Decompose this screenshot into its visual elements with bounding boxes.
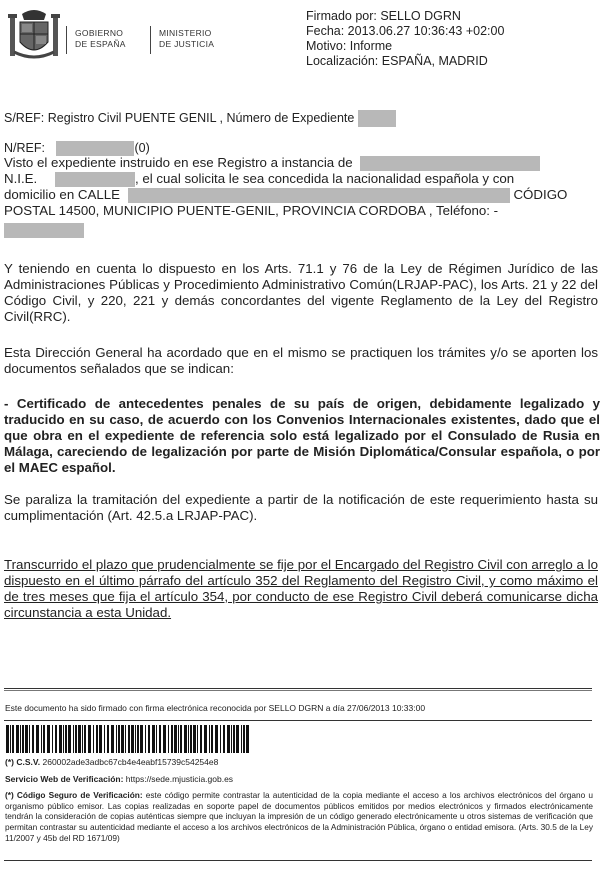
redacted-box (55, 172, 135, 187)
redacted-box (4, 223, 84, 238)
ministry-line2: DE JUSTICIA (159, 39, 215, 49)
csv-label: (*) C.S.V. (5, 757, 41, 767)
body-line-5 (4, 222, 84, 238)
divider (4, 720, 592, 721)
csv-line (5, 757, 218, 767)
csv-value: 260002ade3adbc67cb4e4eabf15739c54254e8 (42, 757, 219, 767)
nref-label: N/REF: (4, 141, 45, 155)
sref-line (4, 110, 396, 127)
body-line-1 (4, 155, 540, 171)
nref-suffix: (0) (134, 141, 150, 155)
deadline-paragraph: Transcurrido el plazo que prudencialmente se fije por el Encargado del Registro Civil con arreglo a lo dispuesto en el último párrafo del artículo 352 del Reglamento del Registro Civil, y como máximo el de tres meses que fija el artículo 354, por conducto de ese Registro Civil deberá comunicarse dicha circunstancia a esta Unidad. (4, 557, 598, 620)
verification-web-line (5, 774, 233, 784)
agreement-paragraph: Esta Dirección General ha acordado que en el mismo se practiquen los trámites y/o se aporten los documentos señalados que se indican: (4, 345, 598, 376)
body-line-3 (4, 187, 567, 203)
signed-note: Este documento ha sido firmado con firma electrónica reconocida por SELLO DGRN a día 27/06/2013 10:33:00 (5, 703, 426, 713)
divider (4, 860, 592, 861)
redacted-box (128, 188, 510, 203)
signature-date: Fecha: 2013.06.27 10:36:43 +02:00 (306, 24, 505, 38)
divider (4, 688, 592, 689)
request-text: , el cual solicita le sea concedida la nacionalidad española y con (134, 171, 515, 186)
coat-of-arms-logo (8, 8, 60, 62)
code-text: este código permite contrastar la autenticidad de la copia mediante el acceso a los archivos electrónicos del órgano u organismo público emisor. Las copias realizadas en soporte papel de documentos públicos emitidos por medios electrónicos y firmados electrónicamente tendrán la consideración de copias auténticas siempre que incluyan la impresión de un código generado electrónicamente u otros sistemas de verificación que permitan contrastar su autenticidad mediante el acceso a los archivos electrónicos de la Administración Pública, órgano o entidad emisora. (Arts. 30.5 de la Ley 11/2007 y 45b del RD 1671/09) (5, 790, 593, 843)
domicile-label: domicilio en CALLE (4, 187, 121, 202)
legal-basis-paragraph: Y teniendo en cuenta lo dispuesto en los Arts. 71.1 y 76 de la Ley de Régimen Jurídico de las Administraciones Públicas y Procedimiento Administrativo Común(LRJAP-PAC), los Arts. 21 y 22 del Código Civil, y 220, 221 y demás concordantes del vigente Reglamento de la Ley del Registro Civil(RRC). (4, 261, 598, 324)
signature-location: Localización: ESPAÑA, MADRID (306, 54, 488, 68)
divider (4, 690, 592, 691)
redacted-box (360, 156, 540, 171)
sref-label: S/REF: Registro Civil PUENTE GENIL , Número de Expediente (4, 111, 355, 125)
signature-reason: Motivo: Informe (306, 39, 393, 53)
signed-by: Firmado por: SELLO DGRN (306, 9, 461, 23)
gov-line2: DE ESPAÑA (75, 39, 126, 49)
body-line-2 (4, 171, 514, 187)
nref-line (4, 140, 150, 156)
applicant-intro: Visto el expediente instruido en ese Registro a instancia de (4, 155, 353, 170)
gov-line1: GOBIERNO (75, 28, 124, 38)
digital-signature-block (306, 9, 504, 69)
verification-code-note (5, 790, 593, 844)
government-label (66, 26, 147, 54)
requirement-item: - Certificado de antecedentes penales de su país de origen, debidamente legalizado y traducido en su caso, de acuerdo con los Convenios Internacionales existentes, dado que el que obra en el expediente de referencia solo está legalizado por el Consulado de Rusia en Málaga, careciendo de legalización por parte de Misión Diplomática/Consular española, o por el MAEC español. (4, 396, 600, 475)
redacted-box (358, 110, 396, 127)
redacted-box (56, 141, 134, 156)
ministry-label (150, 26, 231, 54)
suspension-paragraph: Se paraliza la tramitación del expediente a partir de la notificación de este requerimiento hasta su cumplimentación (Art. 42.5.a LRJAP-PAC). (4, 492, 598, 523)
body-line-4: POSTAL 14500, MUNICIPIO PUENTE-GENIL, PROVINCIA CORDOBA , Teléfono: - (4, 203, 499, 218)
ministry-line1: MINISTERIO (159, 28, 212, 38)
web-label: Servicio Web de Verificación: (5, 774, 124, 784)
verification-url: https://sede.mjusticia.gob.es (125, 774, 234, 784)
nie-label: N.I.E. (4, 171, 38, 186)
code-label: (*) Código Seguro de Verificación: (5, 790, 143, 800)
barcode-image (6, 725, 251, 753)
postal-code-label: CÓDIGO (513, 187, 568, 202)
